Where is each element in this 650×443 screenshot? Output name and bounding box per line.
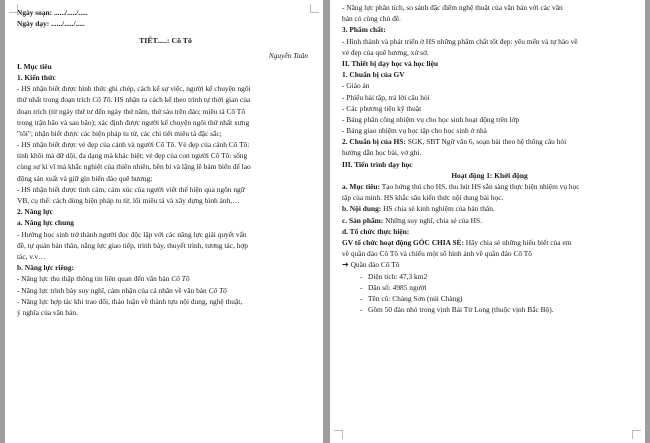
- activity-product: c. Sản phẩm: Những suy nghĩ, chia sẻ của HS.: [342, 215, 482, 225]
- skill-line: - Năng lực phân tích, so sánh đặc điểm nghệ thuật của văn bản với các văn: [342, 3, 563, 12]
- island-fact: - Tên cũ: Chàng Sơn (núi Chàng): [360, 293, 463, 303]
- activity-title: Hoạt động 1: Khởi động: [451, 170, 528, 180]
- knowledge-line: đoạn trích (từ ngày thứ tư đến ngày thứ năm, thứ sáu trên đảo; miêu tả Cô Tô: [17, 106, 246, 116]
- activity-content: b. Nội dung: HS chia sẻ kinh nghiệm của bản thân.: [342, 204, 495, 214]
- activity-goal: a. Mục tiêu: Tạo hứng thú cho HS, thu hút HS sẵn sàng thực hiện nhiệm vụ học: [342, 182, 580, 191]
- student-prep: 2. Chuẩn bị của HS: SGK, SBT Ngữ văn 6, soạn bài theo hệ thống câu hỏi: [342, 137, 567, 147]
- subsection-heading: 1. Chuẩn bị của GV: [342, 70, 405, 80]
- quality-line: vẻ đẹp của quê hương, xứ sở.: [342, 47, 429, 57]
- quality-line: - Hình thành và phát triển ở HS những phẩm chất tốt đẹp: yêu mến và tự hào về: [342, 36, 578, 46]
- subsection-heading: 2. Năng lực: [17, 207, 53, 217]
- student-prep-cont: hướng dẫn học bài, vở ghi.: [342, 148, 422, 158]
- section-heading: I. Mục tiêu: [17, 61, 52, 71]
- crop-mark: [310, 4, 319, 13]
- document-page-left: [5, 0, 323, 443]
- subsection-heading: b. Năng lực riêng:: [17, 263, 74, 273]
- knowledge-line: - HS nhận biết được vẻ đẹp của cảnh và người Cô Tô. Vẻ đẹp của cảnh Cô Tô:: [17, 140, 250, 150]
- section-heading: III. Tiến trình dạy học: [342, 159, 413, 169]
- gv-activity-cont: về quần đảo Cô Tô và chiếu một số hình ảnh về quần đảo Cô Tô: [342, 249, 533, 259]
- island-fact: - Gồm 50 đảo nhỏ trong vịnh Bái Tử Long (thuộc vịnh Bắc Bộ).: [360, 305, 554, 315]
- gv-activity: GV tổ chức hoạt động GÓC CHIA SẺ: Hãy chia sẻ những hiểu biết của em: [342, 237, 572, 247]
- teacher-prep-item: - Giáo án: [342, 81, 370, 91]
- knowledge-line: cùng sự kì vĩ mà khắc nghiệt của thiên nhiên, bền bỉ và lặng lẽ bám biển để lao: [17, 162, 251, 172]
- document-page-right: [330, 0, 645, 443]
- specific-skill-line: - Năng lực thu thập thông tin liên quan đến văn bản Cô Tô: [17, 274, 190, 284]
- author-name: Nguyễn Tuân: [268, 50, 308, 60]
- knowledge-line: trong trận bão và sau bão); xác định được người kể chuyện ngôi thứ nhất xưng: [17, 117, 250, 127]
- activity-goal-cont: tập của mình. HS khắc sâu kiến thức nội dung bài học.: [342, 193, 504, 203]
- island-fact: - Diện tích: 47,3 km2: [360, 271, 428, 281]
- general-skill-line: - Hướng học sinh trở thành người đọc độc lập với các năng lực giải quyết vấn: [17, 229, 247, 239]
- general-skill-line: đề, tự quản bản thân, năng lực giao tiếp, trình bày, thuyết trình, tương tác, hợp: [17, 240, 248, 250]
- subsection-heading: a. Năng lực chung: [17, 218, 74, 228]
- subsection-heading: 3. Phẩm chất:: [342, 25, 386, 35]
- teacher-prep-item: - Các phương tiện kỹ thuật: [342, 103, 422, 113]
- skill-line: bản có cùng chủ đề.: [342, 14, 401, 24]
- specific-skill-line: ý nghĩa của văn bản.: [17, 307, 78, 317]
- lesson-name: Cô Tô: [171, 36, 192, 46]
- section-heading: II. Thiết bị dạy học và học liệu: [342, 58, 438, 68]
- lesson-number: TIẾT.....:: [139, 36, 172, 46]
- subsection-heading: 1. Kiến thức: [17, 72, 56, 82]
- knowledge-line: động sản xuất và giữ gìn biển đảo quê hương;: [17, 173, 153, 183]
- crop-mark: [9, 4, 18, 13]
- teacher-prep-item: - Phiếu bài tập, trả lời câu hỏi: [342, 92, 430, 102]
- date-taught: Ngày dạy: ....../...../.....: [17, 19, 85, 29]
- knowledge-line: - HS nhận biết được tình cảm, cảm xúc của người viết thể hiện qua ngôn ngữ: [17, 184, 245, 194]
- knowledge-line: "tôi"; nhận biết được các biện pháp tu từ, các chi tiết miêu tả đặc sắc;: [17, 128, 222, 138]
- knowledge-line: - HS nhận biết được hình thức ghi chép, cách kể sự việc, người kể chuyện ngôi: [17, 84, 251, 94]
- teacher-prep-item: - Bảng giao nhiệm vụ học tập cho học sinh ở nhà: [342, 126, 487, 136]
- specific-skill-line: - Năng lực trình bày suy nghĩ, cảm nhận của cá nhân về văn bản Cô Tô: [17, 285, 227, 295]
- island-fact: - Dân số: 4985 người: [360, 282, 427, 292]
- knowledge-line: VB, cụ thể: cách dùng biện pháp tu từ, lối miêu tả và xây dựng hình ảnh,…: [17, 196, 240, 205]
- specific-skill-line: - Năng lực hợp tác khi trao đổi, thảo luận về thành tựu nội dung, nghệ thuật,: [17, 296, 243, 306]
- teacher-prep-item: - Bảng phân công nhiệm vụ cho học sinh hoạt động trên lớp: [342, 114, 520, 124]
- activity-organization: d. Tổ chức thực hiện:: [342, 226, 410, 236]
- date-prepared: Ngày soạn: ....../...../.....: [17, 8, 88, 17]
- knowledge-line: thứ nhất trong đoạn trích Cô Tô. HS nhận ra cách kể theo trình tự thời gian của: [17, 95, 251, 105]
- crop-mark: [334, 430, 343, 439]
- general-skill-line: tác, v.v…: [17, 251, 46, 261]
- knowledge-line: tinh khôi mà dữ dội, đa dạng mà khác biệt; vẻ đẹp của con người Cô Tô: sống: [17, 151, 248, 161]
- islands-heading: ➔ Quần đảo Cô Tô: [342, 260, 400, 270]
- lesson-title: [17, 35, 314, 46]
- crop-mark: [632, 430, 641, 439]
- arrow-right-icon: ➔: [342, 260, 349, 270]
